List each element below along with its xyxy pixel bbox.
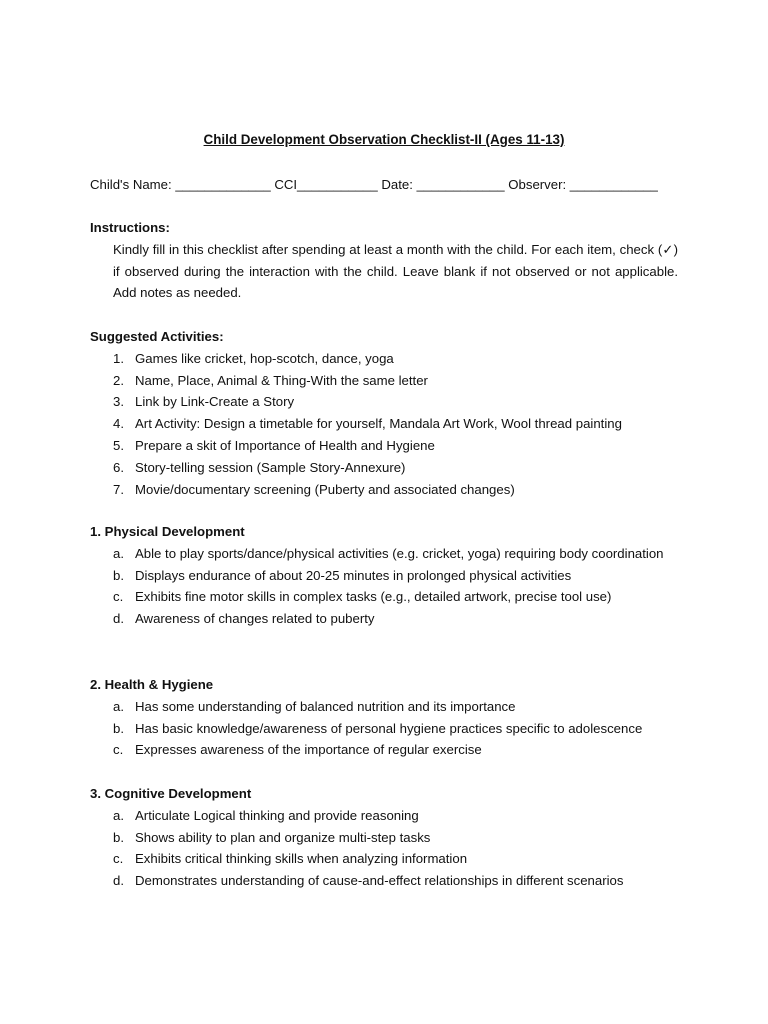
physical-development-section bbox=[90, 521, 678, 630]
checklist-item-text: Awareness of changes related to puberty bbox=[135, 611, 375, 627]
checklist-item-text: Demonstrates understanding of cause-and-effect relationships in different scenarios bbox=[135, 873, 624, 889]
checklist-item bbox=[90, 543, 678, 565]
list-item bbox=[90, 435, 678, 457]
checklist-item bbox=[90, 696, 678, 718]
list-marker: a. bbox=[113, 698, 124, 714]
checklist-item-text: Displays endurance of about 20-25 minutes in prolonged physical activities bbox=[135, 567, 572, 583]
checklist-item-text: Shows ability to plan and organize multi-step tasks bbox=[135, 829, 431, 845]
list-marker: 2. bbox=[113, 372, 124, 388]
checklist-item bbox=[90, 586, 678, 608]
list-item-text: Story-telling session (Sample Story-Annexure) bbox=[135, 459, 406, 475]
checklist-item-text: Articulate Logical thinking and provide reasoning bbox=[135, 807, 419, 823]
list-marker: c. bbox=[113, 742, 124, 758]
cognitive-development-section bbox=[90, 783, 678, 892]
list-marker: 3. bbox=[113, 394, 124, 410]
checklist-item bbox=[90, 848, 678, 870]
list-marker: 4. bbox=[113, 416, 124, 432]
list-item bbox=[90, 348, 678, 370]
list-item bbox=[90, 370, 678, 392]
list-item bbox=[90, 391, 678, 413]
list-marker: 7. bbox=[113, 481, 124, 497]
list-item-text: Games like cricket, hop-scotch, dance, yoga bbox=[135, 350, 394, 366]
activities-heading: Suggested Activities: bbox=[90, 329, 224, 344]
activities-list bbox=[90, 348, 678, 501]
document-title: Child Development Observation Checklist-II (Ages 11-13) bbox=[203, 132, 565, 147]
section-heading: 2. Health & Hygiene bbox=[90, 677, 214, 692]
instructions-heading: Instructions: bbox=[90, 220, 170, 235]
section-heading: 3. Cognitive Development bbox=[90, 786, 252, 801]
list-marker: c. bbox=[113, 589, 124, 605]
instructions-text: Kindly fill in this checklist after spending at least a month with the child. For each item, check (✓) if observed during the interaction with the child. Leave blank if not observed or not applicable. Add notes as needed. bbox=[113, 241, 678, 301]
checklist bbox=[90, 543, 678, 630]
list-marker: a. bbox=[113, 807, 124, 823]
list-item-text: Prepare a skit of Importance of Health and Hygiene bbox=[135, 437, 435, 453]
suggested-activities-section bbox=[90, 326, 678, 500]
list-item bbox=[90, 413, 678, 435]
list-marker: d. bbox=[113, 611, 124, 627]
list-marker: b. bbox=[113, 829, 124, 845]
list-marker: 6. bbox=[113, 459, 124, 475]
checklist-item bbox=[90, 739, 678, 761]
list-marker: d. bbox=[113, 873, 124, 889]
checklist-item bbox=[90, 805, 678, 827]
list-item-text: Name, Place, Animal & Thing-With the same letter bbox=[135, 372, 428, 388]
checklist-item-text: Has some understanding of balanced nutrition and its importance bbox=[135, 698, 516, 714]
list-marker: a. bbox=[113, 545, 124, 561]
list-item-text: Art Activity: Design a timetable for yourself, Mandala Art Work, Wool thread painting bbox=[135, 416, 622, 432]
checklist-item bbox=[90, 608, 678, 630]
checklist-item-text: Has basic knowledge/awareness of personal hygiene practices specific to adolescence bbox=[135, 720, 643, 736]
section-heading: 1. Physical Development bbox=[90, 524, 245, 539]
list-marker: c. bbox=[113, 851, 124, 867]
list-item-text: Link by Link-Create a Story bbox=[135, 394, 295, 410]
list-marker: 1. bbox=[113, 350, 124, 366]
list-marker: b. bbox=[113, 567, 124, 583]
list-item bbox=[90, 457, 678, 479]
checklist-item bbox=[90, 870, 678, 892]
checklist-item-text: Expresses awareness of the importance of regular exercise bbox=[135, 742, 482, 758]
list-item-text: Movie/documentary screening (Puberty and associated changes) bbox=[135, 481, 515, 497]
checklist-item bbox=[90, 718, 678, 740]
list-item bbox=[90, 479, 678, 501]
list-marker: b. bbox=[113, 720, 124, 736]
checklist bbox=[90, 696, 678, 761]
checklist bbox=[90, 805, 678, 892]
checklist-item bbox=[90, 565, 678, 587]
checklist-item-text: Exhibits fine motor skills in complex tasks (e.g., detailed artwork, precise tool use) bbox=[135, 589, 612, 605]
checklist-item bbox=[90, 827, 678, 849]
instructions-section bbox=[90, 217, 678, 304]
header-fields-line: Child's Name: _____________ CCI___________ Date: ____________ Observer: ____________ bbox=[90, 177, 658, 192]
checklist-item-text: Exhibits critical thinking skills when analyzing information bbox=[135, 851, 468, 867]
checklist-item-text: Able to play sports/dance/physical activities (e.g. cricket, yoga) requiring body coordination bbox=[135, 545, 664, 561]
health-hygiene-section bbox=[90, 674, 678, 761]
list-marker: 5. bbox=[113, 437, 124, 453]
